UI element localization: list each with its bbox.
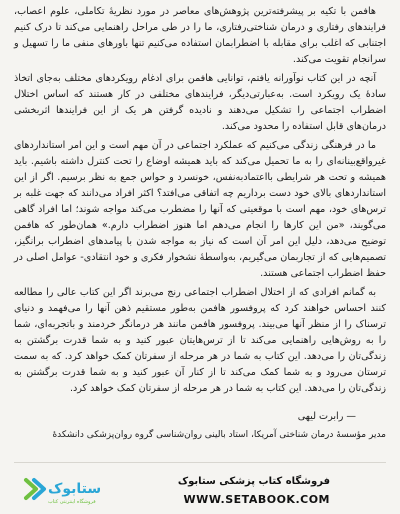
- paragraph: ما در فرهنگی زندگی می‌کنیم که عملکرد اجتماعی در آن مهم است و این امر استانداردهای غیرواقع‌بینانه‌ای را به ما تحمیل می‌کند که باید همیشه اوضاع را تحت کنترل داشته باشیم. باید همیشه و تحت هر شرایطی بااعتمادبه‌نفس، خونسرد و حواس جمع به نظر برسیم. اگر از این استانداردهای بالای خود دست برداریم چه اتفاقی می‌افتد؟ اکثر افراد می‌دانند که جهت غلبه بر ترس‌های خود، مهم است با موقعیتی که آنها را مضطرب می‌کند مواجه شوند؛ اما افراد گاهی می‌گویند، «من این کارها را انجام می‌دهم اما هنوز اضطراب دارم.» همان‌طور که هافمن توضیح می‌دهد، دلیل این امر آن است که نیاز به مواجه شدن با پیامدهای اضطراب برانگیز، تصمیم‌هایی که از تجاربمان می‌گیریم، به‌واسطهٔ نشخوار فکری و خود انتقادی- عوامل اصلی در حفظ اضطراب اجتماعی هستند.: [14, 140, 386, 279]
- logo-caption: فروشگاه اینترنتی کتاب: [48, 499, 96, 505]
- signature-block: [14, 410, 386, 442]
- store-url[interactable]: WWW.SETABOOK.COM: [183, 493, 330, 506]
- paragraph: آنچه در این کتاب نوآورانه یافتم، توانایی هافمن برای ادغام رویکردهای مختلف به‌جای اتخاذ سادهٔ یک رویکرد است. به‌عبارتی‌دیگر، فرایندهای مختلفی در کار هستند که اساس اختلال اضطراب اجتماعی را تشکیل می‌دهند و نادیده گرفتن هر یک از این فرایندها اثربخشی درمان‌های قابل استفاده را محدود می‌کند.: [14, 73, 386, 132]
- paragraph: به گمانم افرادی که از اختلال اضطراب اجتماعی رنج می‌برند اگر این کتاب عالی را مطالعه کنند احساس خواهند کرد که پروفسور هافمن به‌طور مستقیم ذهن آنها را می‌فهمد و دنیای ترسناک را از منظر آنها می‌بیند. پروفسور هافمن مانند هر درمانگر خردمند و باتجربه‌ای، شما را به روش‌هایی راهنمایی می‌کند تا از ترس‌هایتان عبور کنید و به شما قدرت برگشتن به زندگی‌تان را می‌دهد. این کتاب به شما در هر مرحله از سفرتان کمک خواهد کرد. که به سمت ترستان می‌رود و به شما کمک می‌کند تا از کنار آن عبور کنید و به شما قدرت برگشتن به زندگی‌تان را می‌دهد. این کتاب به شما در هر مرحله از سفرتان کمک خواهد کرد.: [14, 287, 386, 394]
- store-footer: [0, 462, 400, 514]
- author-title: مدیر مؤسسهٔ درمان شناختی آمریکا، استاد بالینی روان‌شناسی گروه روان‌پزشکی دانشکدهٔ: [52, 430, 386, 440]
- setabook-logo: [22, 472, 102, 506]
- paragraph: هافمن با تکیه بر پیشرفته‌ترین پژوهش‌های معاصر در مورد نظریهٔ تکاملی، علوم اعصاب، فرایندهای رفتاری و درمان شناختی‌رفتاری، ما را در طی مراحل راهنمایی می‌کند تا درک کنیم اجتنابی که اغلب برای مقابله با اضطرابمان استفاده می‌کنیم تنها باورهای منفی ما را تسهیل و سرانجام تقویت می‌کند.: [14, 6, 386, 65]
- author-name: — رابرت لیهی: [297, 411, 356, 422]
- store-name: فروشگاه کتاب پزشکی ستابوک: [177, 476, 330, 487]
- footer-divider: [14, 462, 386, 463]
- logo-arrows-icon: [26, 480, 44, 498]
- body-text: [14, 4, 386, 400]
- logo-wordmark: ستابوک: [48, 481, 102, 497]
